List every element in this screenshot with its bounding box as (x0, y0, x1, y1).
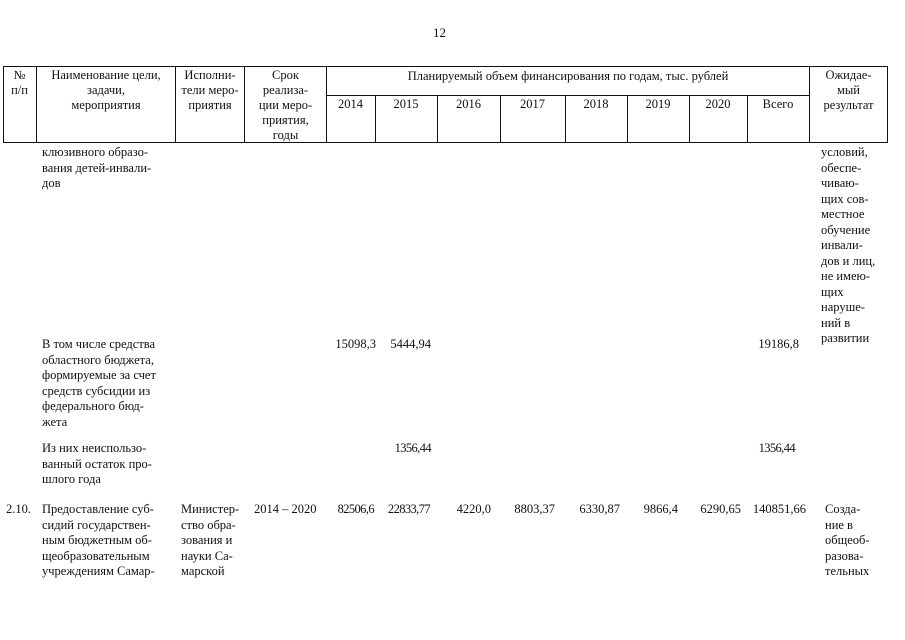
header-executor: Исполни- тели меро- приятия (181, 68, 239, 112)
row-2-10-result: Созда- ние в общеоб- разова- тельных (825, 502, 870, 578)
row-regional-budget-total: 19186,8 (758, 337, 799, 351)
row-2-10-term: 2014 – 2020 (254, 502, 317, 516)
header-year-2019: 2019 (645, 97, 671, 111)
row-2-10-executor: Министер- ство обра- зования и науки Са- марской (181, 502, 240, 578)
row-regional-budget-name: В том числе средства областного бюджета, формируемые за счет средств субсидии из федерального бюд- жета (42, 337, 156, 429)
row-2-10-2014: 82506,6 (337, 502, 374, 516)
header-year-2018: 2018 (583, 97, 609, 111)
row-continued-result: условий, обеспе- чиваю- щих сов- местное обучение инвали- дов и лиц, не имею- щих наруше- ний в развитии (821, 145, 876, 345)
header-name: Наименование цели, задачи, мероприятия (51, 68, 161, 112)
header-year-2016: 2016 (456, 97, 481, 111)
row-2-10-2017: 8803,37 (514, 502, 555, 516)
row-regional-budget-2014: 15098,3 (335, 337, 376, 351)
row-regional-budget-2015: 5444,94 (390, 337, 431, 351)
header-total: Всего (762, 97, 794, 111)
row-unused-remainder-name: Из них неиспользо- ванный остаток про- шлого года (42, 441, 152, 486)
row-unused-remainder-2015: 1356,44 (394, 441, 431, 455)
row-continued-name: клюзивного образо- вания детей-инвали- дов (42, 145, 152, 190)
row-2-10-total: 140851,66 (752, 502, 806, 516)
row-2-10-2018: 6330,87 (579, 502, 620, 516)
header-year-2020: 2020 (705, 97, 731, 111)
row-2-10-2020: 6290,65 (700, 502, 741, 516)
row-2-10-2016: 4220,0 (456, 502, 491, 516)
header-year-2015: 2015 (393, 97, 419, 111)
row-unused-remainder-total: 1356,44 (758, 441, 795, 455)
header-num: № п/п (11, 68, 28, 97)
header-term: Срок реализа- ции меро- приятия, годы (258, 68, 313, 142)
page-number: 12 (433, 25, 446, 40)
header-result: Ожидае- мый результат (823, 68, 874, 112)
header-year-2014: 2014 (338, 97, 363, 111)
row-2-10-2015: 22833,77 (387, 502, 430, 516)
row-2-10-name: Предоставление суб- сидий государствен- ным бюджетным об- щеобразовательным учреждениям Самар- (42, 502, 155, 578)
row-2-10-2019: 9866,4 (643, 502, 678, 516)
header-funding: Планируемый объем финансирования по годам, тыс. рублей (407, 69, 729, 83)
row-2-10-num: 2.10. (6, 502, 31, 516)
header-year-2017: 2017 (520, 97, 545, 111)
